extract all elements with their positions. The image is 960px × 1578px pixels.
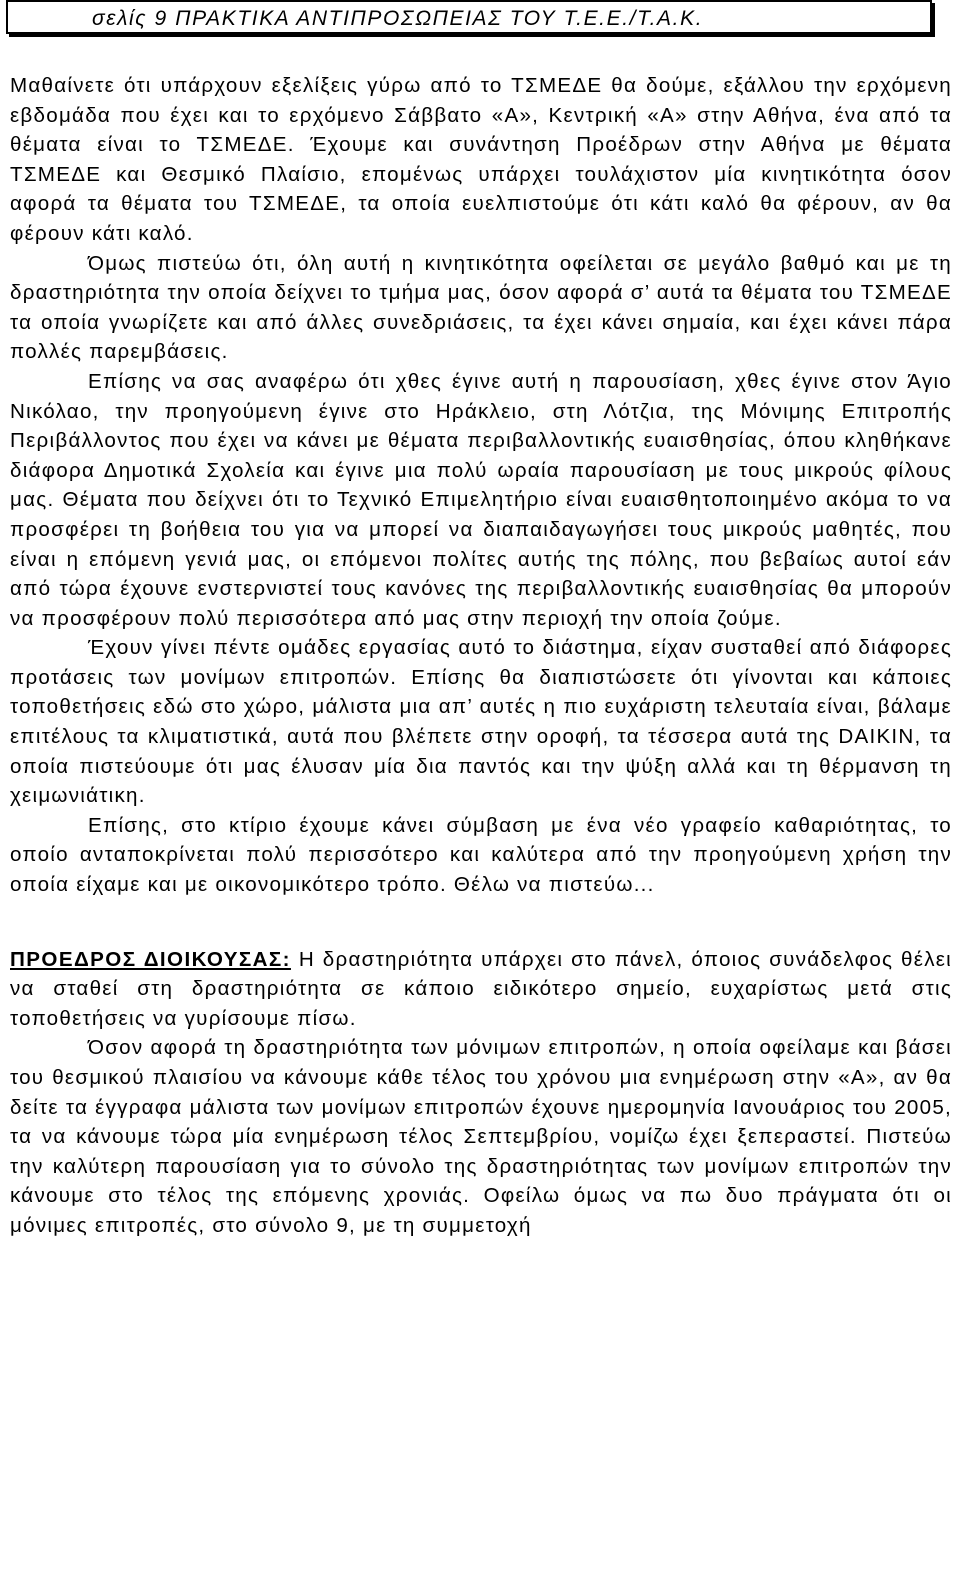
speaker-text: Η δραστηριότητα υπάρχει στο πάνελ, όποιος συνάδελφος θέλει να σταθεί στη δραστηριότητα σε κάποιο ειδικότερο σημείο, ευχαρίστως μετά στις τοποθετήσεις να γυρίσουμε πίσω.: [10, 947, 952, 1030]
paragraph-4: Έχουν γίνει πέντε ομάδες εργασίας αυτό το διάστημα, είχαν συσταθεί από διάφορες προτάσεις των μονίμων επιτροπών. Επίσης θα διαπιστώσετε ότι γίνονται και κάποιες τοποθετήσεις εδώ στο χώρο, μάλιστα μια απ’ αυτές η πιο ευχάριστη τελευταία είναι, βάλαμε επιτέλους τα κλιματιστικά, αυτά που βλέπετε στην οροφή, τα τέσσερα αυτά της DAIKIN, τα οποία πιστεύουμε ότι μας έλυσαν μία δια παντός και την ψύξη αλλά και τη θέρμανση τη χειμωνιάτικη.: [10, 636, 952, 808]
speaker-label: ΠΡΟΕΔΡΟΣ ΔΙΟΙΚΟΥΣΑΣ:: [10, 947, 291, 971]
paragraph-3: Επίσης να σας αναφέρω ότι χθες έγινε αυτή η παρουσίαση, χθες έγινε στον Άγιο Νικόλαο, την προηγούμενη έγινε στο Ηράκλειο, στη Λότζια, της Μόνιμης Επιτροπής Περιβάλλοντος που έχει να κάνει με θέματα περιβαλλοντικής ευαισθησίας, όπου κληθήκανε διάφορα Δημοτικά Σχολεία και έγινε μια πολύ ωραία παρουσίαση με τους μικρούς φίλους μας. Θέματα που δείχνει ότι το Τεχνικό Επιμελητήριο είναι ευαισθητοποιημένο ακόμα το να προσφέρει τη βοήθεια του για να μπορεί να διαπαιδαγωγήσει τους μικρούς μαθητές, που είναι η επόμενη γενιά μας, οι επόμενοι πολίτες αυτής της πόλης, που βεβαίως αυτοί εάν από τώρα έχουνε ενστερνιστεί τους κανόνες της περιβαλλοντικής ευαισθησίας θα μπορούν να προσφέρουν πολύ περισσότερα από μας στην περιοχή την οποία ζούμε.: [10, 369, 952, 630]
paragraph-2: Όμως πιστεύω ότι, όλη αυτή η κινητικότητα οφείλεται σε μεγάλο βαθμό και με τη δραστηριότητα την οποία δείχνει το τμήμα μας, όσον αφορά σ’ αυτά τα θέματα του ΤΣΜΕΔΕ τα οποία γνωρίζετε και από άλλες συνεδριάσεις, τα έχει κάνει σημαία, και έχει κάνει πάρα πολλές παρεμβάσεις.: [10, 251, 952, 364]
page-header: [6, 0, 932, 34]
paragraph-7: Όσον αφορά τη δραστηριότητα των μόνιμων επιτροπών, η οποία οφείλαμε και βάσει του θεσμικού πλαισίου να κάνουμε κάθε τέλος του χρόνου μια ενημέρωση στην «Α», αν θα δείτε τα έγγραφα μάλιστα των μονίμων επιτροπών έχουνε ημερομηνία Ιανουάριος του 2005, τα να κάνουμε τώρα μία ενημέρωση τέλος Σεπτεμβρίου, νομίζω έχει ξεπεραστεί. Πιστεύω την καλύτερη παρουσίαση για το σύνολο της δραστηριότητας των μονίμων επιτροπών την κάνουμε στο τέλος της επόμενης χρονιάς. Οφείλω όμως να πω δυο πράγματα ότι οι μόνιμες επιτροπές, στο σύνολο 9, με τη συμμετοχή: [10, 1036, 952, 1237]
speaker-paragraph: [10, 945, 952, 1034]
page-header-title: σελίς 9 ΠΡΑΚΤΙΚΑ ΑΝΤΙΠΡΟΣΩΠΕΙΑΣ ΤΟΥ Τ.Ε.Ε./Τ.Α.Κ.: [92, 7, 704, 30]
document-body: [10, 71, 952, 1241]
paragraph-5: Επίσης, στο κτίριο έχουμε κάνει σύμβαση με ένα νέο γραφείο καθαριότητας, το οποίο ανταποκρίνεται πολύ περισσότερο και καλύτερα από την προηγούμενη χρήση την οποία είχαμε και με οικονομικότερο τρόπο. Θέλω να πιστεύω...: [10, 813, 952, 897]
paragraph-1: Μαθαίνετε ότι υπάρχουν εξελίξεις γύρω από το ΤΣΜΕΔΕ θα δούμε, εξάλλου την ερχόμενη εβδομάδα που έχει και το ερχόμενο Σάββατο «Α», Κεντρική «Α» στην Αθήνα, ένα από τα θέματα είναι το ΤΣΜΕΔΕ. Έχουμε και συνάντηση Προέδρων στην Αθήνα με θέματα ΤΣΜΕΔΕ και Θεσμικό Πλαίσιο, επομένως υπάρχει τουλάχιστον μία κινητικότητα όσον αφορά τα θέματα του ΤΣΜΕΔΕ, τα οποία ευελπιστούμε ότι κάτι καλό θα φέρουν, αν θα φέρουν κάτι καλό.: [10, 74, 952, 245]
